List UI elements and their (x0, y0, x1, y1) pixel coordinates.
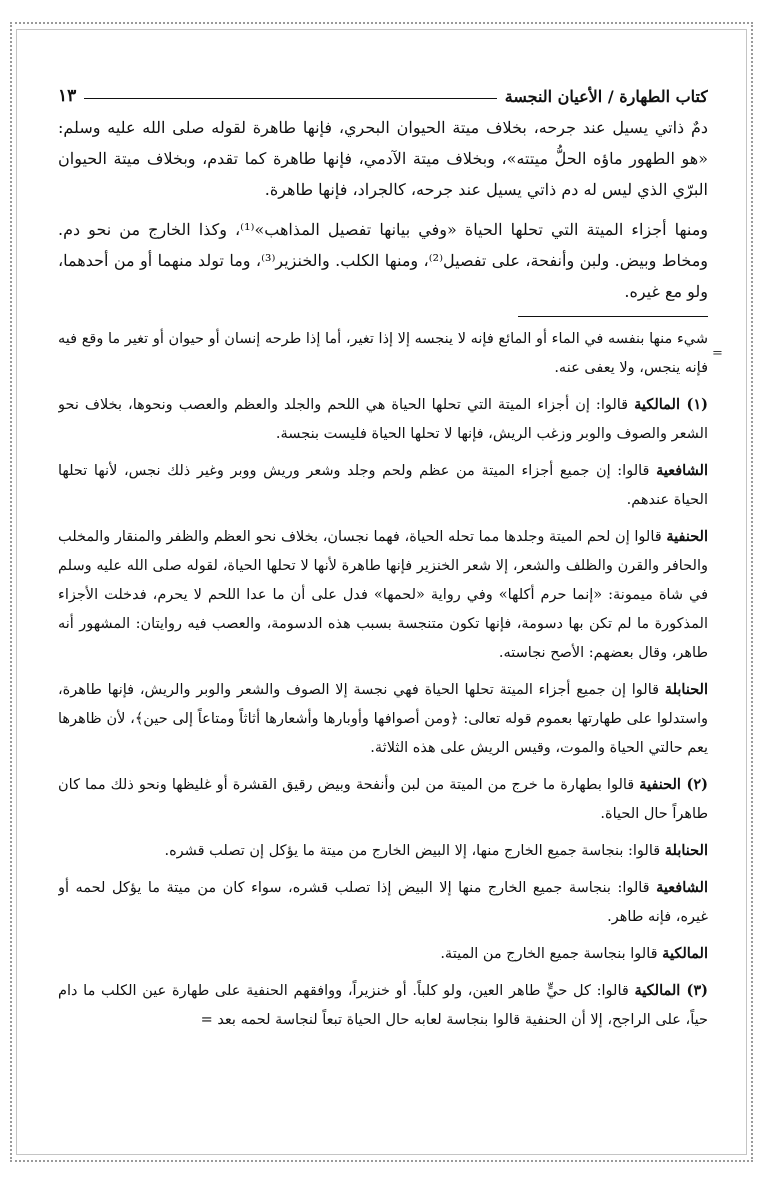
running-header (58, 76, 708, 106)
footnote-paragraph (58, 522, 708, 668)
footnotes (58, 325, 708, 1035)
main-text (58, 112, 708, 307)
footnote-paragraph (58, 456, 708, 515)
footnote-label: (١) المالكية (634, 396, 708, 413)
footnote-text: قالوا: كل حيٍّ طاهر العين، ولو كلباً. أو خنزيراً، ووافقهم الحنفية على طهارة عين الكلب ما دام حياً، على الراجح، إلا أن الحنفية قالوا بنجاسة لعابه حال الحياة تبعاً لنجاسة لحمه بعد = (58, 983, 708, 1028)
footnote-text: شيء منها بنفسه في الماء أو المائع فإنه لا ينجسه إلا إذا تغير، أما إذا طرحه إنسان أو حيوان أو تغير ما وقع فيه فإنه ينجس، ولا يعفى عنه. (58, 331, 708, 376)
footnote-text: قالوا: إن جميع أجزاء الميتة من عظم ولحم وجلد وشعر وريش ووبر وغير ذلك نجس، لأنها تحلها الحياة عندهم. (58, 463, 708, 508)
footnote-text: قالوا: إن أجزاء الميتة التي تحلها الحياة هي اللحم والجلد والعظم والعصب ونحوها، بخلاف نحو الشعر والصوف والوبر وزغب الريش، فإنها لا تحلها الحياة فليست بنجسة. (58, 397, 708, 442)
footnote-text: قالوا: بنجاسة جميع الخارج منها، إلا البيض الخارج من ميتة ما يؤكل إن تصلب قشره. (164, 843, 661, 859)
footnote-label: (٢) الحنفية (639, 776, 708, 793)
header-title: كتاب الطهارة / الأعيان النجسة (504, 87, 708, 106)
header-rule (84, 98, 497, 99)
footnote-paragraph (58, 939, 708, 969)
footnote-text: قالوا: بنجاسة جميع الخارج منها إلا البيض إذا تصلب قشره، سواء كان من ميتة ما يؤكل لحمه أو غيره، فإنه طاهر. (58, 880, 708, 925)
footnote-paragraph (58, 770, 708, 829)
footnote-label: الحنفية (666, 528, 708, 545)
footnote-text: قالوا إن لحم الميتة وجلدها مما تحله الحياة، فهما نجسان، بخلاف نحو العظم والظفر والمنقار والمخلب والحافر والقرن والظلف والشعر، إلا شعر الخنزير فإنها طاهرة لأنها لا تحلها الحياة، لقوله صلى الله عليه وسلم في شاة ميمونة: «إنما حرم أكلها» وفي رواية «لحمها» فدل على أن ما عدا اللحم لا يحرم، فدخلت الأجزاء المذكورة ما لم تكن بها دسومة، فإنها تكون متنجسة بسبب هذه الدسومة، والعصب فيه روايتان: المشهور أنه طاهر، وقال بعضهم: الأصح نجاسته. (58, 529, 708, 661)
footnote-label: المالكية (662, 945, 708, 962)
footnote-text: قالوا إن جميع أجزاء الميتة تحلها الحياة فهي نجسة إلا الصوف والشعر والوبر والريش، فإنها طاهرة، واستدلوا على طهارتها بعموم قوله تعالى: ﴿ومن أصوافها وأوبارها وأشعارها أثاثاً ومتاعاً إلى حين﴾، لأن ظاهرها يعم حالتي الحياة والموت، وقيس الريش على هذه الثلاثة. (58, 682, 708, 756)
footnote-label: (٣) المالكية (634, 982, 708, 999)
footnote-label: الشافعية (656, 879, 708, 896)
footnote-paragraph (58, 325, 708, 383)
footnote-paragraph (58, 675, 708, 763)
main-paragraph: دمٌ ذاتي يسيل عند جرحه، بخلاف ميتة الحيوان البحري، فإنها طاهرة لقوله صلى الله عليه وسلم: «هو الطهور ماؤه الحلُّ ميتته»، وبخلاف ميتة الآدمي، فإنها طاهرة كما تقدم، وبخلاف ميتة الحيوان البرّي الذي ليس له دم ذاتي يسيل عند جرحه، كالجراد، فإنها طاهرة. (58, 118, 708, 199)
footnote-separator (518, 316, 708, 317)
page-content (58, 76, 708, 1156)
page-number: ١٣ (58, 86, 77, 106)
footnote-continuation-mark: = (712, 346, 723, 361)
footnote-paragraph (58, 976, 708, 1035)
footnote-paragraph (58, 836, 708, 866)
footnote-text: قالوا بطهارة ما خرج من الميتة من لبن وأنفحة وبيض رقيق القشرة أو غليظها ونحو ذلك مما كان طاهراً حال الحياة. (58, 777, 708, 822)
footnote-label: الحنابلة (664, 681, 708, 698)
footnote-text: قالوا بنجاسة جميع الخارج من الميتة. (440, 946, 658, 962)
main-paragraph: ومنها أجزاء الميتة التي تحلها الحياة «وفي بيانها تفصيل المذاهب»⁽¹⁾، وكذا الخارج من نحو دم. ومخاط وبيض. ولبن وأنفحة، على تفصيل⁽²⁾، ومنها الكلب. والخنزير⁽³⁾، وما تولد منهما أو من أحدهما، ولو مع غيره. (58, 220, 708, 301)
footnote-paragraph (58, 873, 708, 932)
footnote-paragraph (58, 390, 708, 449)
footnote-label: الشافعية (656, 462, 708, 479)
footnote-label: الحنابلة (664, 842, 708, 859)
